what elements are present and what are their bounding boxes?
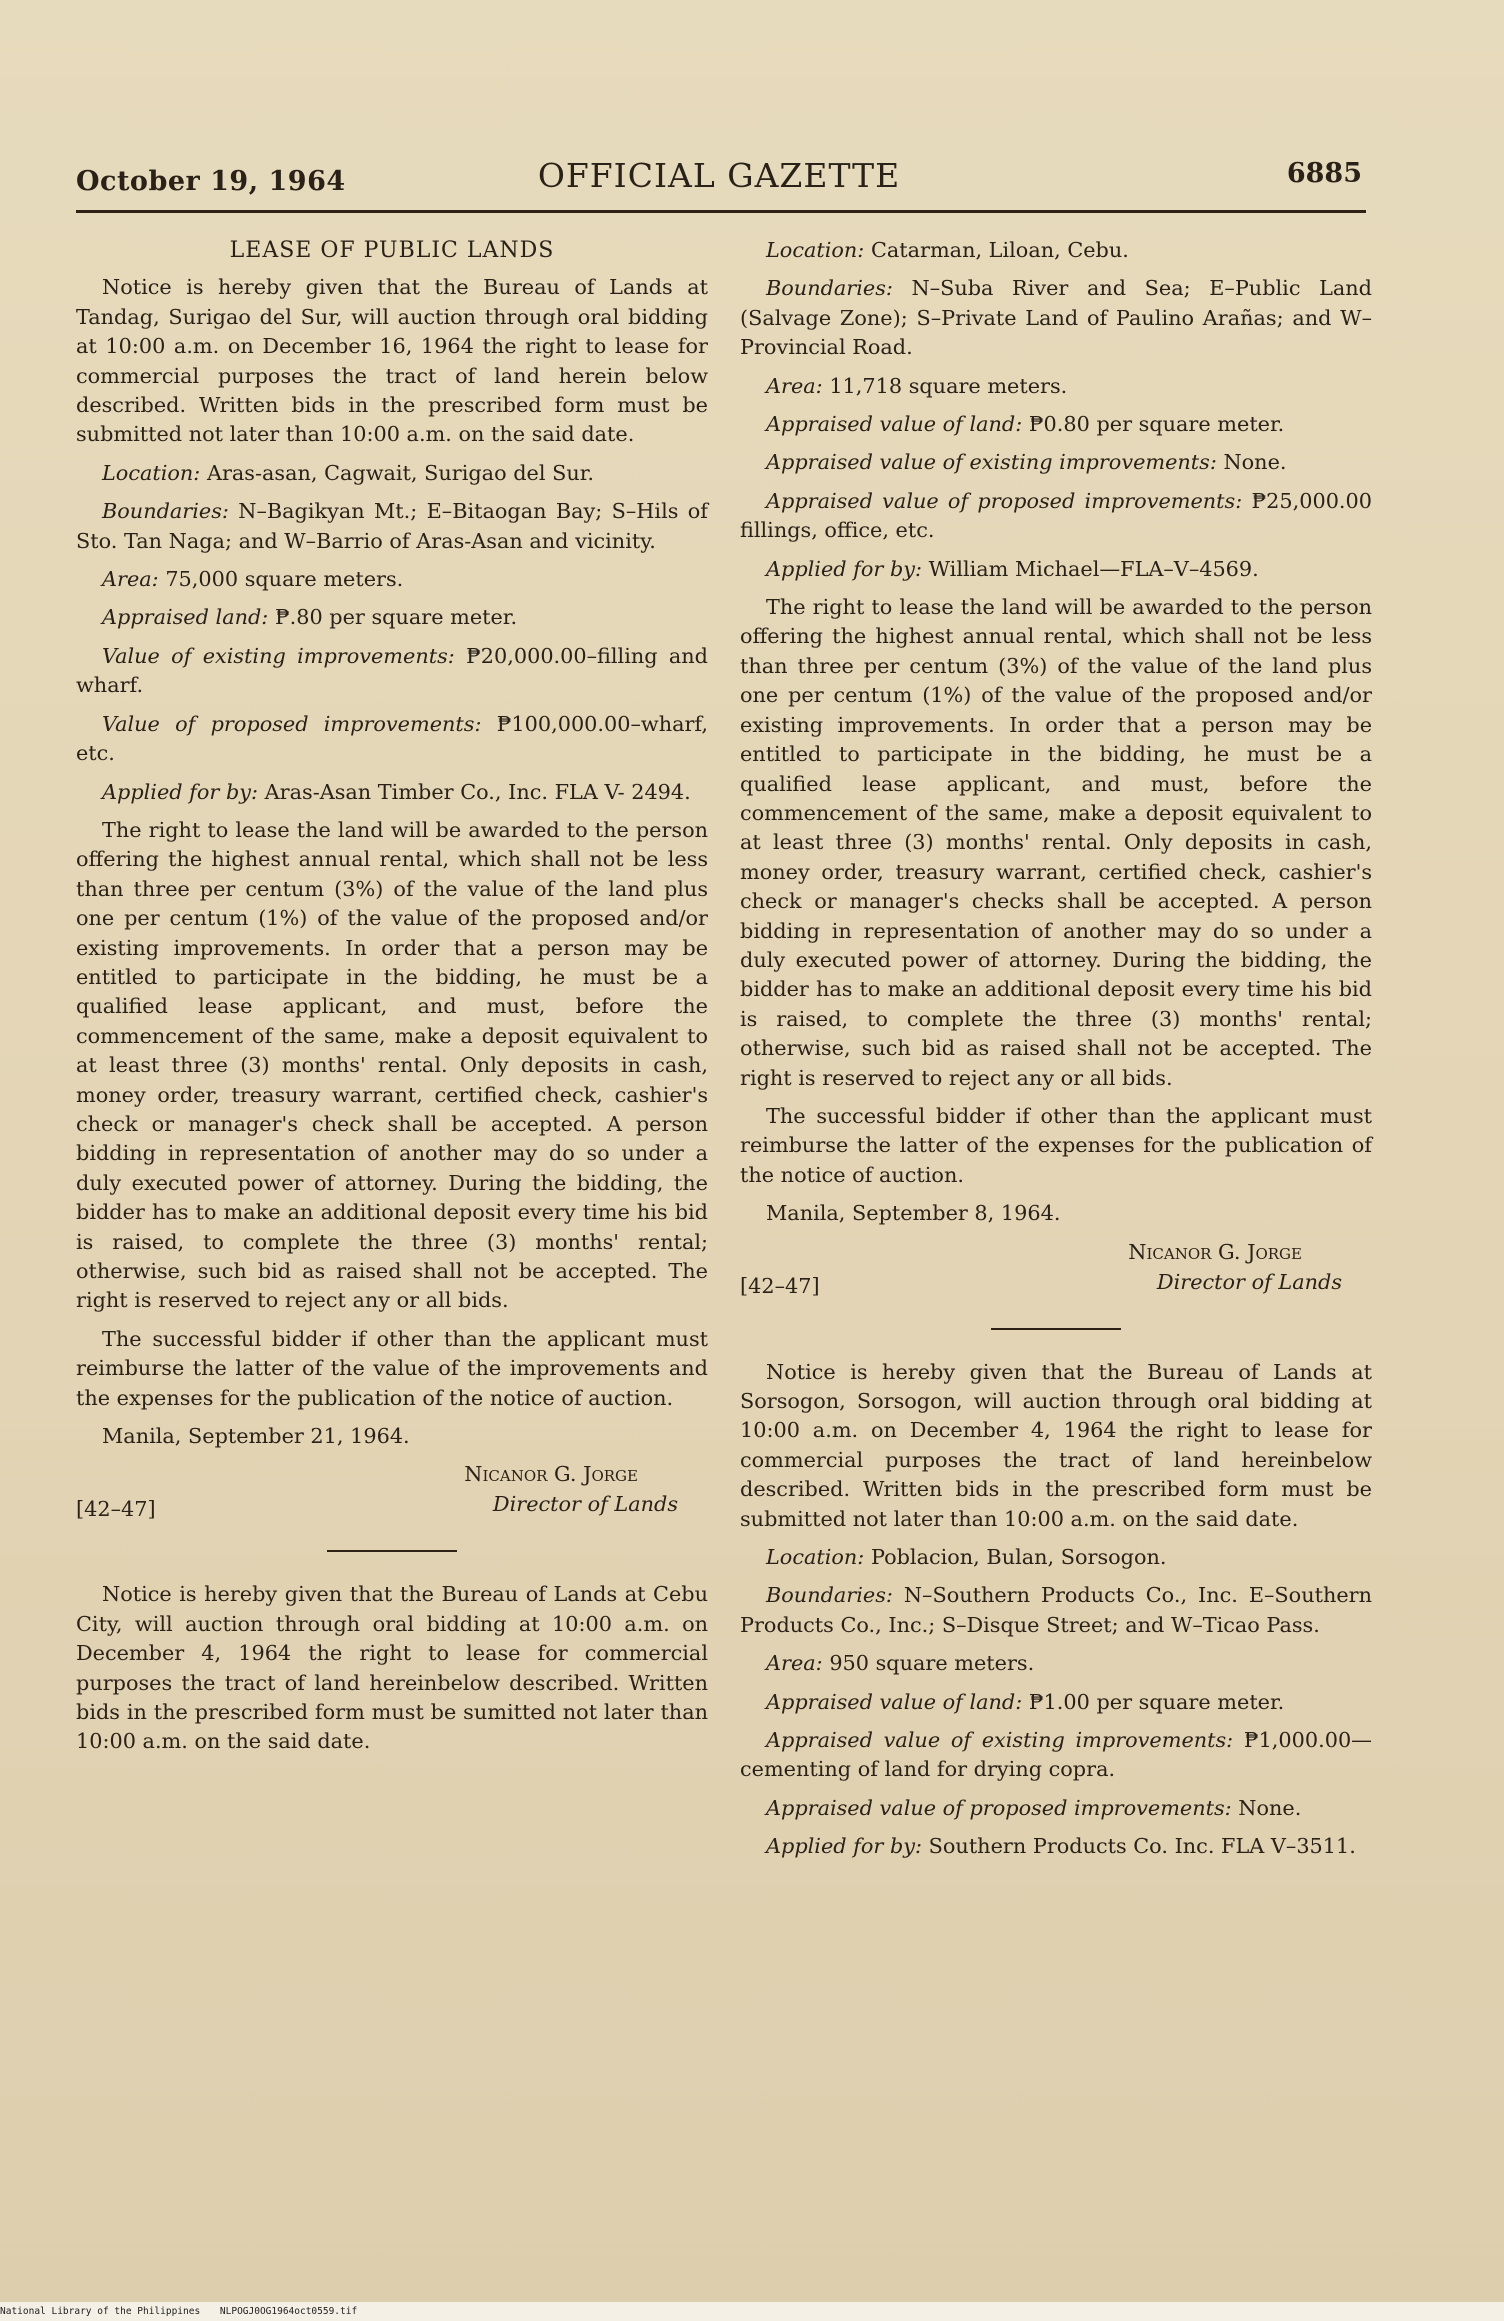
proposed-improvements: Appraised value of proposed improvements: None. (766, 1795, 1302, 1820)
boundaries: Boundaries: N–Suba River and Sea; E–Public Land (Salvage Zone); S–Private Land of Paulino Arañas; and W–Provincial Road. (740, 276, 1372, 360)
issue-number: [42–47] (76, 1497, 156, 1522)
notice-divider (327, 1550, 457, 1552)
signer-title: Director of Lands (1156, 1269, 1342, 1294)
area: Area: 950 square meters. (766, 1651, 1035, 1676)
page-number: 6885 (1286, 158, 1362, 189)
lease-terms: The right to lease the land will be awarded to the person offering the highest annual rental, which shall not be less than three per centum (3%) of the value of the land plus one per centum (1%) of the value of the proposed and/or existing improvements. In order that a person may be entitled to participate in the bidding, he must be a qualified lease applicant, and must, before the commencement of the same, make a deposit equivalent to at least three (3) months' rental. Only deposits in cash, money order, treasury warrant, certified check, cashier's check or manager's checks shall be accepted. A person bidding in representation of another may do so under a duly executed power of attorney. During the bidding, the bidder has to make an additional deposit every time his bid is raised, to complete the three (3) months' rental; otherwise, such bid as raised shall not be accepted. The right is reserved to reject any or all bids. (740, 595, 1372, 1090)
applicant: Applied for by: William Michael—FLA–V–4569. (766, 556, 1259, 581)
file-name: NLPOGJ0OG1964oct0559.tif (219, 2306, 358, 2317)
notice-divider (991, 1328, 1121, 1330)
area: Area: 11,718 square meters. (766, 373, 1068, 398)
dateline: Manila, September 21, 1964. (102, 1424, 410, 1449)
signer-name: Nicanor G. Jorge (1128, 1239, 1302, 1264)
library-credit: National Library of the Philippines (0, 2306, 201, 2317)
applicant: Applied for by: Southern Products Co. Inc. FLA V–3511. (766, 1834, 1356, 1859)
location: Location: Poblacion, Bulan, Sorsogon. (766, 1545, 1167, 1570)
existing-improvements: Appraised value of existing improvements: ₱1,000.00—cementing of land for drying copra. (740, 1728, 1372, 1782)
lease-terms: The right to lease the land will be awarded to the person offering the highest annual rental, which shall not be less than three per centum (3%) of the value of the land plus one per centum (1%) of the value of the proposed and/or existing improvements. In order that a person may be entitled to participate in the bidding, he must be a qualified lease applicant, and must, before the commencement of the same, make a deposit equivalent to at least three (3) months' rental. Only deposits in cash, money order, treasury warrant, certified check, cashier's check or manager's check shall be accepted. A person bidding in representation of another may do so under a duly executed power of attorney. During the bidding, the bidder has to make an additional deposit every time his bid is raised, to complete the three (3) months' rental; otherwise, such bid as raised shall not be accepted. The right is reserved to reject any or all bids. (76, 817, 708, 1313)
location: Location: Aras-asan, Cagwait, Surigao del Sur. (102, 460, 595, 485)
notice-intro: Notice is hereby given that the Bureau of Lands at Cebu City, will auction through oral bidding at 10:00 a.m. on December 4, 1964 the right to lease for commercial purposes the tract of land hereinbelow described. Written bids in the prescribed form must be sumitted not later than 10:00 a.m. on the said date. (76, 1582, 708, 1754)
boundaries: Boundaries: N–Southern Products Co., Inc. E–Southern Products Co., Inc.; S–Disque Street; and W–Ticao Pass. (740, 1583, 1372, 1637)
appraised-land: Appraised value of land: ₱1.00 per square meter. (766, 1689, 1285, 1714)
proposed-improvements: Value of proposed improvements: ₱100,000.00–wharf, etc. (76, 711, 708, 766)
signer-title: Director of Lands (492, 1492, 678, 1517)
appraised-land: Appraised value of land: ₱0.80 per square meter. (766, 412, 1285, 437)
issue-date: October 19, 1964 (76, 166, 346, 197)
issue-number: [42–47] (740, 1274, 820, 1299)
reimbursement: The successful bidder if other than the applicant must reimburse the latter of the value of the improvements and the expenses for the publication of the notice of auction. (76, 1326, 708, 1410)
signature-block (76, 1460, 708, 1528)
scan-footer (0, 2306, 371, 2317)
notice-intro: Notice is hereby given that the Bureau of Lands at Tandag, Surigao del Sur, will auction through oral bidding at 10:00 a.m. on December 16, 1964 the right to lease for commercial purposes the tract of land herein below described. Written bids in the prescribed form must be submitted not later than 10:00 a.m. on the said date. (76, 275, 708, 447)
signer-name: Nicanor G. Jorge (464, 1462, 638, 1487)
appraised-land: Appraised land: ₱.80 per square meter. (102, 605, 518, 630)
existing-improvements: Value of existing improvements: ₱20,000.00–filling and wharf. (76, 643, 708, 698)
boundaries: Boundaries: N–Bagikyan Mt.; E–Bitaogan Bay; S–Hils of Sto. Tan Naga; and W–Barrio of Aras-Asan and vicinity. (76, 499, 708, 553)
page-header (76, 150, 1362, 206)
left-column (76, 236, 708, 1766)
proposed-improvements: Appraised value of proposed improvements: ₱25,000.00 fillings, office, etc. (740, 488, 1372, 543)
dateline: Manila, September 8, 1964. (766, 1201, 1061, 1226)
notice-intro: Notice is hereby given that the Bureau of Lands at Sorsogon, Sorsogon, will auction through oral bidding at 10:00 a.m. on December 4, 1964 the right to lease for commercial purposes the tract of land hereinbelow described. Written bids in the prescribed form must be submitted not later than 10:00 a.m. on the said date. (740, 1359, 1372, 1531)
area: Area: 75,000 square meters. (102, 567, 404, 592)
location: Location: Catarman, Liloan, Cebu. (766, 238, 1129, 262)
publication-title: OFFICIAL GAZETTE (537, 156, 901, 195)
existing-improvements: Appraised value of existing improvements: None. (766, 450, 1287, 475)
header-rule (76, 210, 1366, 213)
applicant: Applied for by: Aras-Asan Timber Co., Inc. FLA V- 2494. (102, 779, 691, 804)
right-column (740, 236, 1372, 1871)
section-heading: LEASE OF PUBLIC LANDS (229, 238, 555, 263)
reimbursement: The successful bidder if other than the applicant must reimburse the latter of the expenses for the publication of the notice of auction. (740, 1103, 1372, 1187)
signature-block (740, 1238, 1372, 1306)
